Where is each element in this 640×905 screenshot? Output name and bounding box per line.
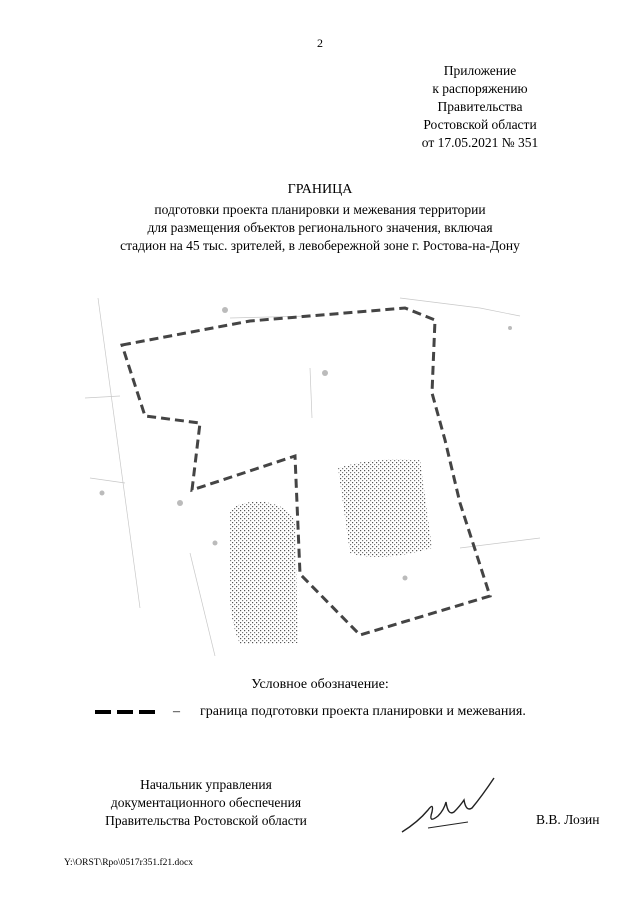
title-line: для размещения объектов регионального значения, включая (147, 220, 493, 235)
title-line: стадион на 45 тыс. зрителей, в левобережной зоне г. Ростова-на-Дону (120, 238, 520, 253)
legend-row (95, 704, 526, 720)
signatory-line: документационного обеспечения (110, 795, 302, 810)
legend-heading: Условное обозначение: (251, 677, 389, 692)
boundary-map (80, 278, 542, 656)
handwritten-signature (398, 772, 508, 838)
west-hatched-area (230, 502, 298, 644)
file-path: Y:\ORST\Rpo\0517r351.f21.docx (64, 858, 193, 868)
east-hatched-area (338, 459, 432, 557)
dashed-line-symbol (95, 710, 155, 714)
territory-boundary (122, 308, 490, 635)
title-heading: ГРАНИЦА (287, 182, 353, 197)
appendix-header (380, 62, 580, 152)
legend-dash-char: – (173, 704, 180, 719)
appendix-line: Приложение (443, 63, 517, 78)
signatory-line: Правительства Ростовской области (105, 813, 307, 828)
document-title (80, 181, 560, 255)
appendix-line: к распоряжению (432, 81, 528, 96)
signatory-position (86, 776, 326, 830)
appendix-line: Ростовской области (423, 117, 537, 132)
appendix-line: Правительства (437, 99, 523, 114)
page-number: 2 (317, 36, 323, 50)
signatory-line: Начальник управления (140, 777, 272, 792)
legend-description: граница подготовки проекта планировки и межевания. (200, 704, 526, 719)
signatory-name: В.В. Лозин (536, 812, 600, 827)
appendix-line: от 17.05.2021 № 351 (421, 135, 539, 150)
title-line: подготовки проекта планировки и межевания территории (154, 202, 486, 217)
